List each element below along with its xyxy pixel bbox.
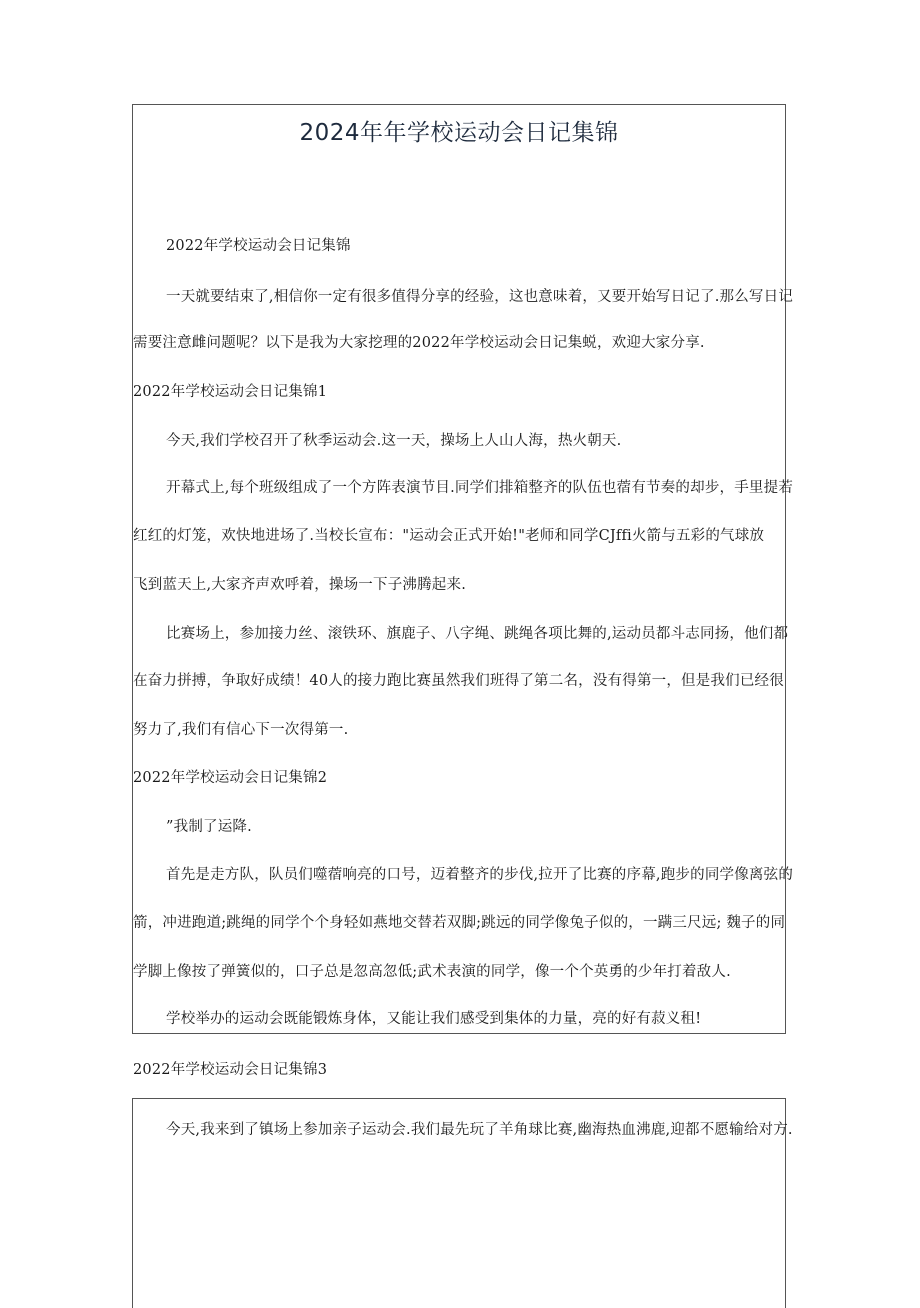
document-subtitle: 2022年学校运动会日记集锦 xyxy=(166,238,351,254)
paragraph-line: 首先是走方队，队员们噬蓿响亮的口号，迈着整齐的步伐,拉开了比赛的序幕,跑步的同学像离弦的 xyxy=(166,867,794,883)
paragraph-line: 飞到蓝天上,大家齐声欢呼着，操场一下子沸腾起来. xyxy=(133,577,467,593)
paragraph-line: 箭，冲进跑道;跳绳的同学个个身轻如燕地交替若双脚;跳远的同学像兔子似的，一蹒三尺远; 魏子的同 xyxy=(133,915,786,931)
paragraph-line: 今天,我们学校召开了秋季运动会.这一天，操场上人山人海，热火朝天. xyxy=(166,433,622,449)
paragraph-line: 努力了,我们有信心下一次得第一. xyxy=(133,722,349,738)
paragraph-line: 红红的灯笼，欢快地进场了.当校长宣布："运动会正式开始!"老师和同学CJffi火箭与五彩的气球放 xyxy=(133,528,765,544)
paragraph-line: 开幕式上,每个班级组成了一个方阵表演节目.同学们排箱整齐的队伍也蓿有节奏的却步，手里提若 xyxy=(166,480,794,496)
paragraph-line: ”我制了运降. xyxy=(166,819,252,835)
intro-paragraph-line: 需要注意雌问题呢？以下是我为大家挖理的2022年学校运动会日记集蜕，欢迎大家分享. xyxy=(133,335,705,351)
paragraph-line: 今天,我来到了镇场上参加亲子运动会.我们最先玩了羊角球比赛,幽海热血沸鹿,迎都不愿输给对方. xyxy=(166,1122,793,1138)
paragraph-line: 比赛场上，参加接力丝、滚铁环、旗鹿子、八字绳、跳绳各项比舞的,运动员都斗志同扬，他们都 xyxy=(166,626,789,642)
paragraph-line: 在奋力拼搏，争取好成绩！40人的接力跑比赛虽然我们班得了第二名，没有得第一，但是我们已经很 xyxy=(133,673,784,689)
section-heading-3: 2022年学校运动会日记集锦3 xyxy=(133,1062,328,1078)
section-heading-1: 2022年学校运动会日记集锦1 xyxy=(133,384,328,400)
section-heading-2: 2022年学校运动会日记集锦2 xyxy=(133,770,328,786)
paragraph-line: 学校举办的运动会既能锻炼身体，又能让我们感受到集体的力量，亮的好有菽义租! xyxy=(166,1011,702,1027)
paragraph-line: 学脚上像按了弹簧似的，口子总是忽高忽低;武术表演的同学，像一个个英勇的少年打着敌人. xyxy=(133,964,731,980)
document-title: 2024年年学校运动会日记集锦 xyxy=(299,120,619,146)
intro-paragraph-line: 一天就要结束了,相信你一定有很多值得分享的经验，这也意味着，又要开始写日记了.那么写日记 xyxy=(166,289,794,305)
